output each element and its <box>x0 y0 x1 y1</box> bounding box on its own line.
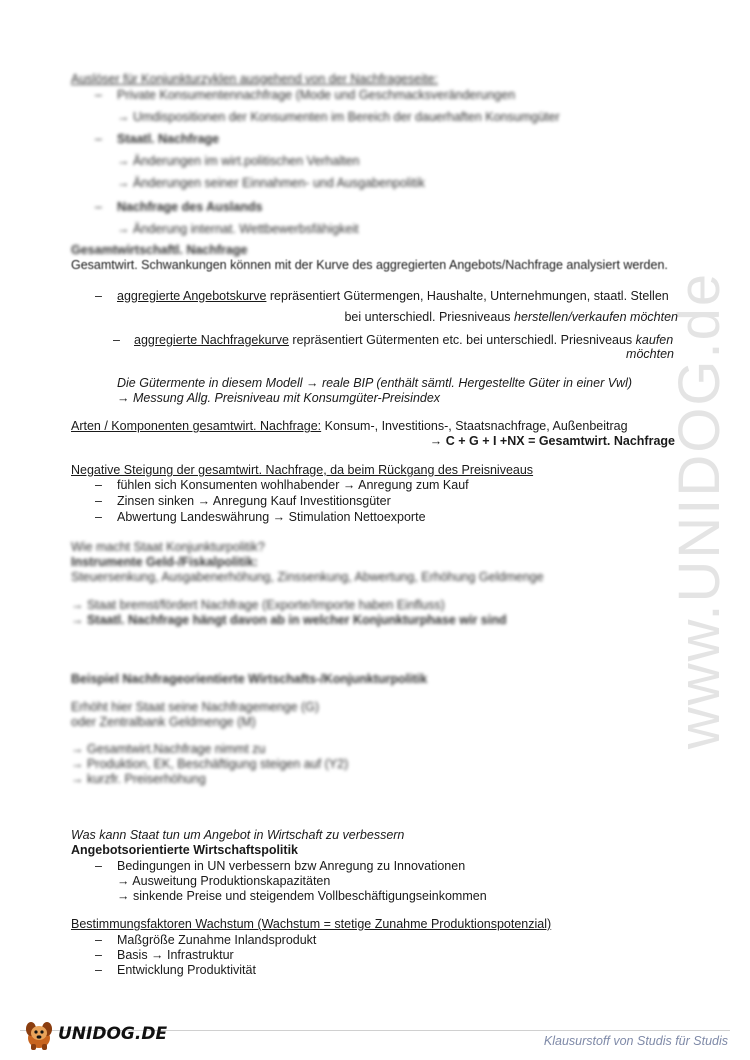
blurred-heading: Beispiel Nachfrageorientierte Wirtschafts-/Konjunkturpolitik <box>71 672 428 686</box>
angebotskurve-line2-italic: herstellen/verkaufen möchten <box>514 310 678 324</box>
blurred-text: Steuersenkung, Ausgabenerhöhung, Zinssenkung, Abwertung, Erhöhung Geldmenge <box>71 570 544 584</box>
list-item: Abwertung Landeswährung → Stimulation Nettoexporte <box>117 510 426 524</box>
list-item: Entwicklung Produktivität <box>117 963 256 977</box>
blurred-list-item: Staatl. Nachfrage <box>117 132 220 146</box>
blurred-text: oder Zentralbank Geldmenge (M) <box>71 715 256 729</box>
nachfragekurve-line <box>134 333 673 348</box>
dash: – <box>95 963 102 977</box>
list-item: Maßgröße Zunahme Inlandsprodukt <box>117 933 317 947</box>
arten-formula: → C + G + I +NX = Gesamtwirt. Nachfrage <box>429 434 675 448</box>
wachstum-title: Bestimmungsfaktoren Wachstum (Wachstum = stetige Zunahme Produktionspotenzial) <box>71 917 552 931</box>
dash: – <box>95 933 102 947</box>
dash: – <box>95 88 102 102</box>
nachfragekurve-text: repräsentiert Gütermenten etc. bei unterschiedl. Priesniveaus <box>288 333 636 347</box>
blurred-sub-item: → Umdispositionen der Konsumenten im Bereich der dauerhaften Konsumgüter <box>117 110 560 124</box>
blurred-sub-item: → Änderung internat. Wettbewerbsfähigkeit <box>117 222 359 236</box>
angebotskurve-line <box>117 289 669 304</box>
angebot-question: Was kann Staat tun um Angebot in Wirtschaft zu verbessern <box>71 828 405 842</box>
blurred-heading: Instrumente Geld-/Fiskalpolitik: <box>71 555 258 569</box>
dash: – <box>95 200 102 214</box>
watermark-text: www.UNIDOG.de <box>667 271 733 749</box>
gesamtwirt-sentence: Gesamtwirt. Schwankungen können mit der Kurve des aggregierten Angebots/Nachfrage analysiert werden. <box>71 258 668 272</box>
dash: – <box>95 859 102 873</box>
logo-text: UNIDOG.DE <box>58 1023 168 1044</box>
dash: – <box>95 510 102 524</box>
blurred-question: Wie macht Staat Konjunkturpolitik? <box>71 540 265 554</box>
angebotskurve-line2-plain: bei unterschiedl. Priesniveaus <box>344 310 515 324</box>
arten-line <box>71 419 628 434</box>
arten-text: Konsum-, Investitions-, Staatsnachfrage, Außenbeitrag <box>321 419 628 433</box>
blurred-sub-item: → Änderungen im wirt.politischen Verhalten <box>117 154 360 168</box>
nachfragekurve-italic: kaufen <box>635 333 674 347</box>
angebotskurve-text: repräsentiert Gütermengen, Haushalte, Unternehmungen, staatl. Stellen <box>266 289 669 303</box>
modell-line1: Die Gütermente in diesem Modell → reale BIP (enthält sämtl. Hergestellte Güter in einer Vwl) <box>117 376 633 390</box>
dash: – <box>95 494 102 508</box>
arten-label: Arten / Komponenten gesamtwirt. Nachfrage: <box>71 419 322 433</box>
angebot-title: Angebotsorientierte Wirtschaftspolitik <box>71 843 298 857</box>
blurred-heading: Auslöser für Konjunkturzyklen ausgehend von der Nachfrageseite: <box>71 72 438 86</box>
dash: – <box>95 478 102 492</box>
blurred-list-item: Private Konsumentennachfrage (Mode und Geschmacksveränderungen <box>117 88 516 102</box>
nachfragekurve-line2: möchten <box>626 347 674 361</box>
list-item: Bedingungen in UN verbessern bzw Anregung zu Innovationen <box>117 859 466 873</box>
blurred-text: → Staat bremst/fördert Nachfrage (Exporte/Importe haben Einfluss) <box>71 598 445 612</box>
blurred-text: → kurzfr. Preiserhöhung <box>71 772 206 786</box>
dash: – <box>113 333 120 347</box>
nachfragekurve-term: aggregierte Nachfragekurve <box>134 333 289 347</box>
blurred-text: → Staatl. Nachfrage hängt davon ab in welcher Konjunkturphase wir sind <box>71 613 507 627</box>
sub-item: → sinkende Preise und steigendem Vollbeschäftigungseinkommen <box>117 889 487 903</box>
footer-tagline: Klausurstoff von Studis für Studis <box>543 1034 728 1048</box>
modell-line2: → Messung Allg. Preisniveau mit Konsumgüter-Preisindex <box>117 391 441 405</box>
list-item: Basis → Infrastruktur <box>117 948 234 962</box>
dash: – <box>95 289 102 303</box>
blurred-text: Erhöht hier Staat seine Nachfragemenge (G) <box>71 700 320 714</box>
blurred-text: → Produktion, EK, Beschäftigung steigen auf (Y2) <box>71 757 349 771</box>
angebotskurve-term: aggregierte Angebotskurve <box>117 289 267 303</box>
list-item: fühlen sich Konsumenten wohlhabender → Anregung zum Kauf <box>117 478 469 492</box>
blurred-text: → Gesamtwirt.Nachfrage nimmt zu <box>71 742 266 756</box>
unidog-logo <box>22 1016 167 1052</box>
list-item: Zinsen sinken → Anregung Kauf Investitionsgüter <box>117 494 391 508</box>
dash: – <box>95 132 102 146</box>
dash: – <box>95 948 102 962</box>
dog-icon <box>22 1016 56 1052</box>
blurred-sub-item: → Änderungen seiner Einnahmen- und Ausgabenpolitik <box>117 176 425 190</box>
angebotskurve-line2 <box>344 310 678 325</box>
blurred-list-item: Nachfrage des Auslands <box>117 200 263 214</box>
blurred-heading: Gesamtwirtschaftl. Nachfrage <box>71 243 248 257</box>
negativ-title: Negative Steigung der gesamtwirt. Nachfrage, da beim Rückgang des Preisniveaus <box>71 463 534 477</box>
sub-item: → Ausweitung Produktionskapazitäten <box>117 874 331 888</box>
